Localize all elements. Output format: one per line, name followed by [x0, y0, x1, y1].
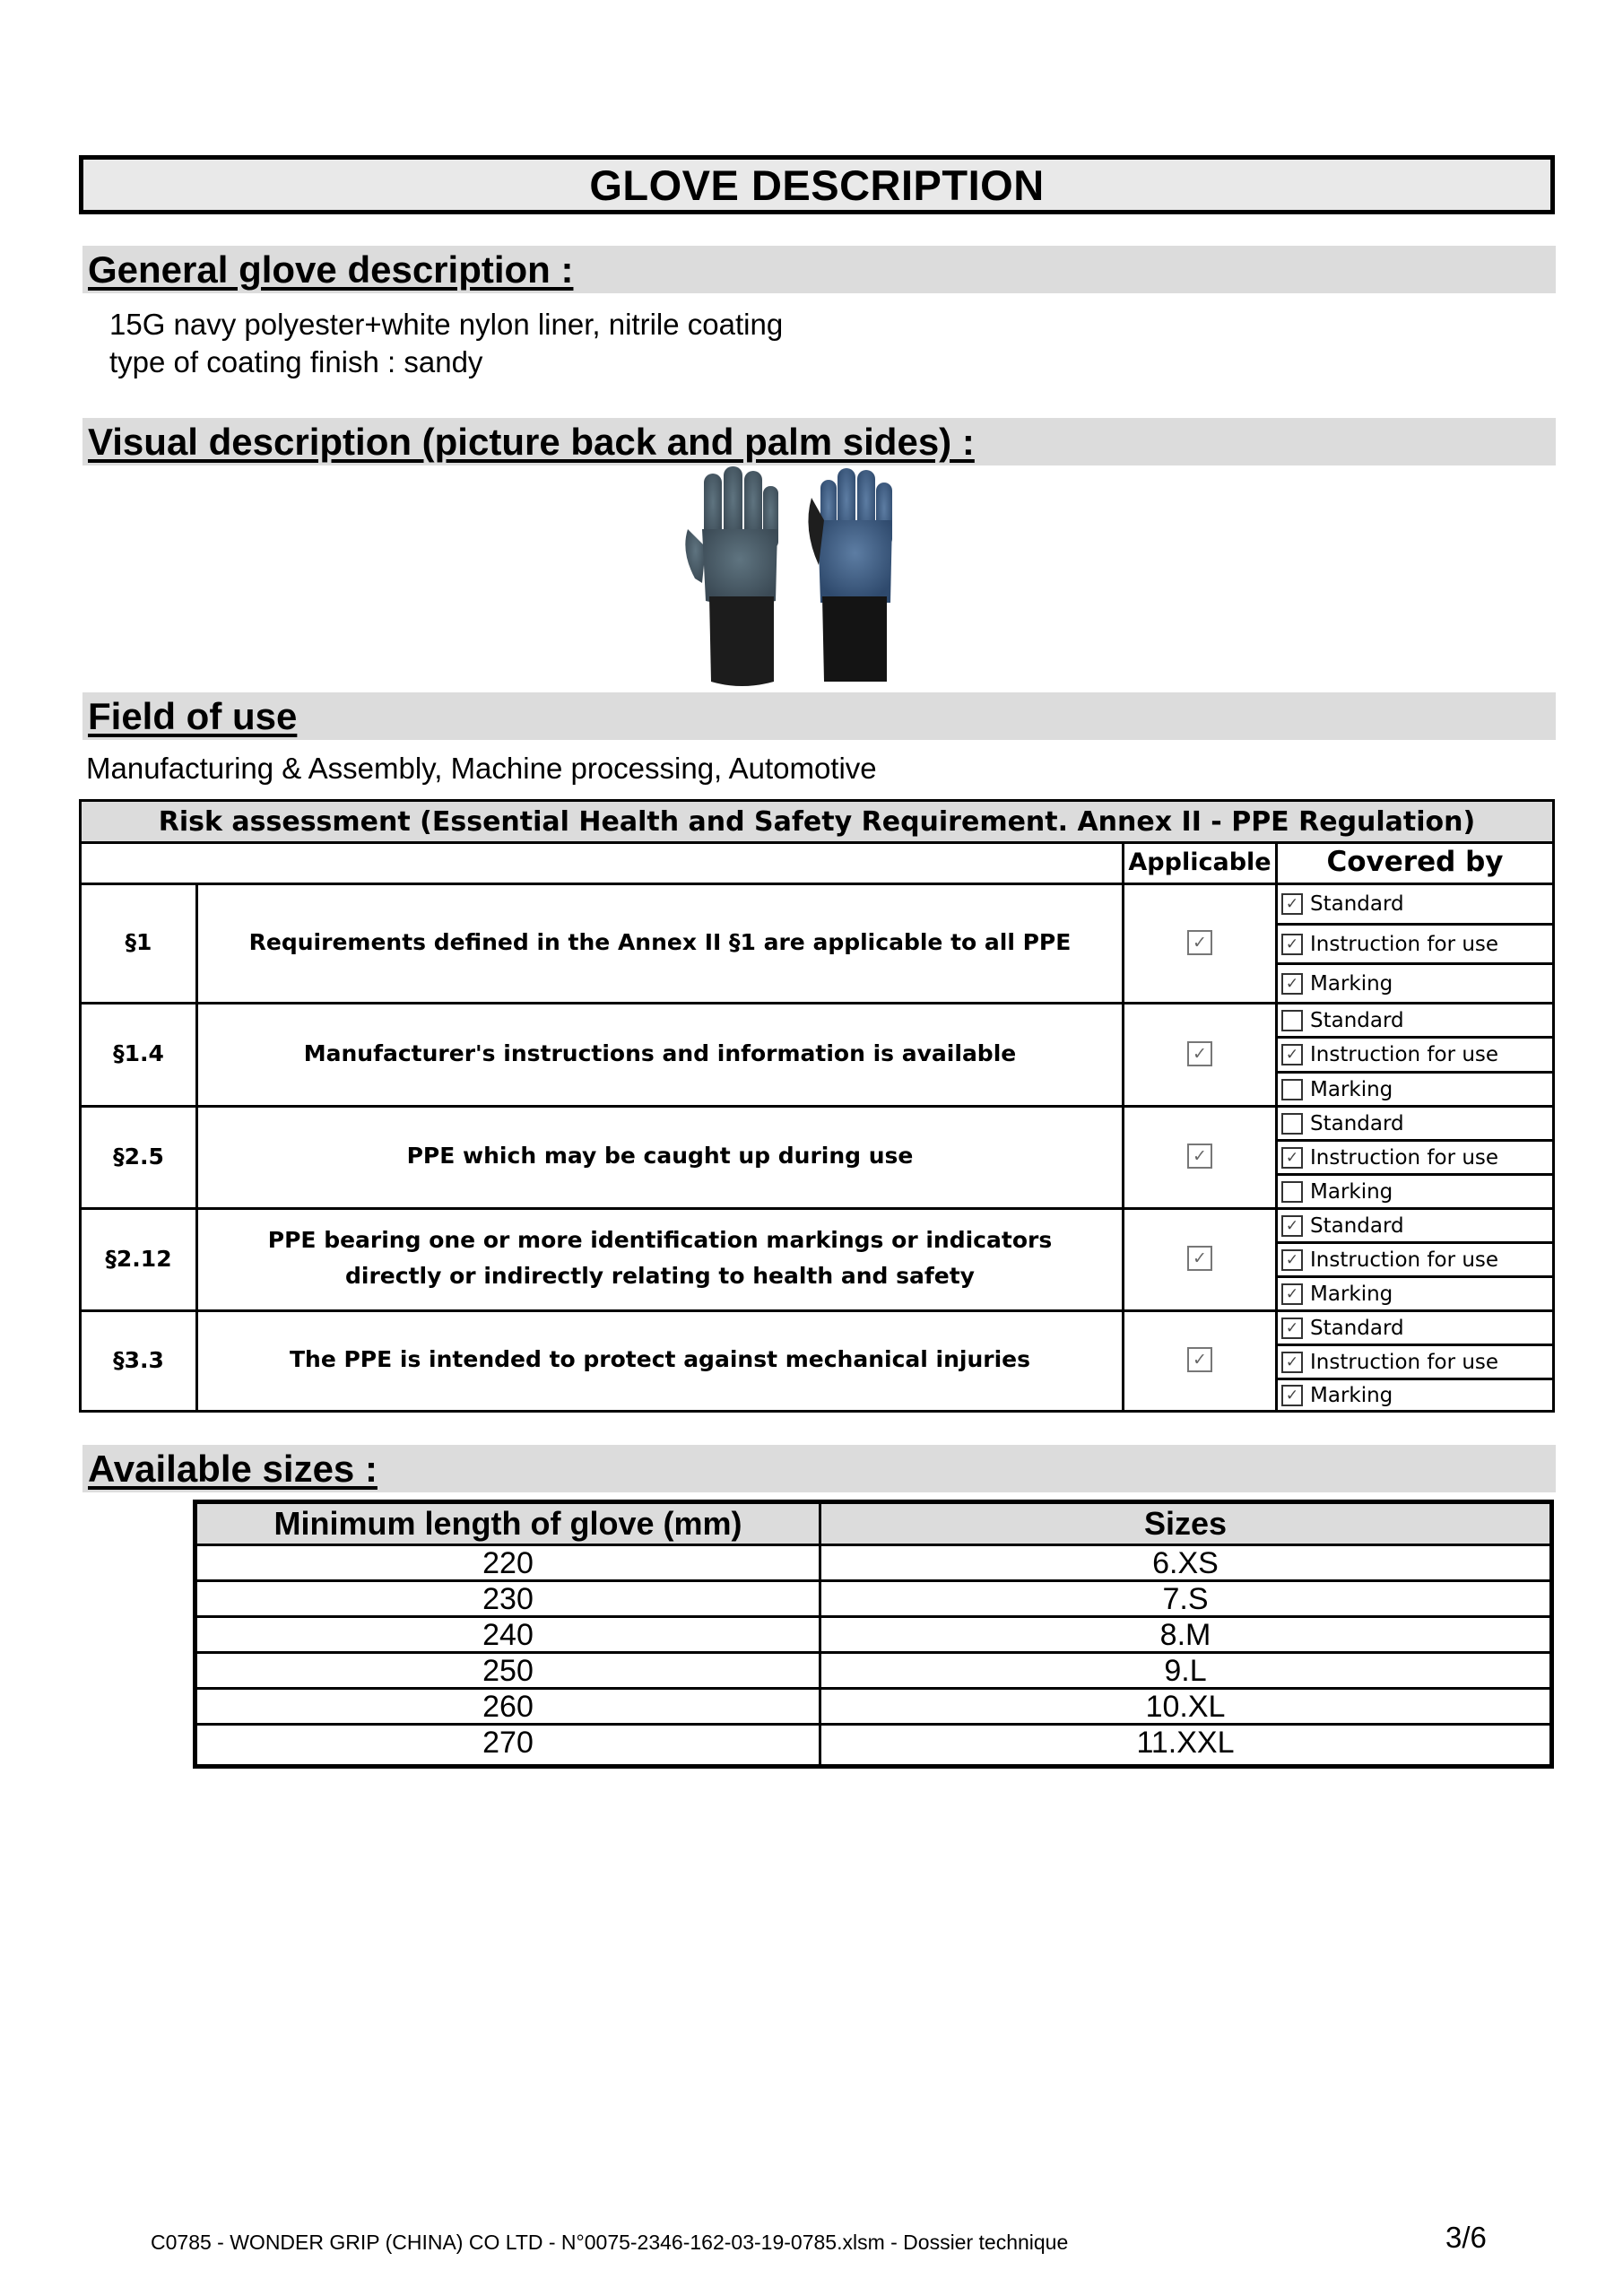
general-description-heading: General glove description : — [88, 248, 574, 291]
risk-row-3-cover-instruction — [1278, 1142, 1498, 1173]
cover-label: Standard — [1310, 1111, 1404, 1135]
cover-label: Standard — [1310, 1008, 1404, 1032]
cover-label: Instruction for use — [1310, 1350, 1499, 1374]
risk-row-5-cover-standard — [1278, 1312, 1404, 1344]
length-cell: 250 — [482, 1653, 534, 1688]
general-description-line-2: type of coating finish : sandy — [109, 345, 483, 378]
glove-back-side — [808, 468, 892, 682]
length-cell: 240 — [482, 1617, 534, 1652]
cover-label: Marking — [1310, 1282, 1393, 1306]
cover-label: Marking — [1310, 971, 1393, 996]
field-of-use-header — [82, 692, 1556, 740]
risk-row-4-text: PPE bearing one or more identification markings or indicators directly or indirectly relating to health and safety — [267, 1227, 1053, 1289]
risk-row-1-cover-marking — [1278, 965, 1393, 1002]
risk-table-title: Risk assessment (Essential Health and Safety Requirement. Annex II - PPE Regulation) — [158, 805, 1476, 838]
checkbox-unchecked[interactable] — [1281, 1079, 1303, 1100]
size-cell: 8.M — [1159, 1617, 1211, 1652]
risk-row-5-cover-instruction — [1278, 1346, 1498, 1378]
checkbox-checked[interactable]: ✓ — [1281, 1044, 1303, 1065]
size-cell: 7.S — [1162, 1581, 1209, 1616]
risk-row-3-text: PPE which may be caught up during use — [406, 1143, 914, 1169]
visual-description-heading: Visual description (picture back and palm sides) : — [88, 421, 975, 463]
cover-label: Marking — [1310, 1383, 1393, 1407]
risk-row-2-cover-standard — [1278, 1004, 1404, 1036]
risk-row-4-id: §2.12 — [105, 1245, 172, 1272]
length-cell: 260 — [482, 1689, 534, 1724]
cover-label: Instruction for use — [1310, 1145, 1499, 1170]
checkbox-checked[interactable]: ✓ — [1281, 934, 1303, 955]
page-title: GLOVE DESCRIPTION — [79, 155, 1555, 214]
risk-row-5-applicable — [1124, 1309, 1275, 1410]
applicable-checkbox[interactable]: ✓ — [1187, 1144, 1212, 1169]
covered-by-column-header: Covered by — [1326, 846, 1504, 878]
checkbox-checked[interactable]: ✓ — [1281, 1283, 1303, 1305]
checkbox-checked[interactable]: ✓ — [1281, 1352, 1303, 1373]
size-cell: 6.XS — [1152, 1545, 1219, 1580]
applicable-checkbox[interactable]: ✓ — [1187, 930, 1212, 955]
length-cell: 270 — [482, 1725, 534, 1760]
length-cell: 230 — [482, 1581, 534, 1616]
cover-label: Instruction for use — [1310, 1043, 1499, 1066]
checkbox-checked[interactable]: ✓ — [1281, 893, 1303, 915]
risk-row-1-id: §1 — [125, 929, 152, 955]
risk-row-3-id: §2.5 — [113, 1143, 164, 1170]
checkbox-checked[interactable]: ✓ — [1281, 1249, 1303, 1271]
risk-row-3-applicable — [1124, 1105, 1275, 1207]
risk-row-4-cover-standard — [1278, 1210, 1404, 1241]
available-sizes-header — [82, 1445, 1556, 1492]
risk-row-2-cover-instruction — [1278, 1039, 1498, 1071]
risk-assessment-table — [79, 799, 1555, 1413]
cover-label: Standard — [1310, 1213, 1404, 1238]
checkbox-checked[interactable]: ✓ — [1281, 1318, 1303, 1339]
risk-row-2-text: Manufacturer's instructions and information is available — [303, 1039, 1017, 1066]
field-of-use-heading: Field of use — [88, 695, 298, 737]
length-cell: 220 — [482, 1545, 534, 1580]
available-sizes-heading: Available sizes : — [88, 1448, 378, 1490]
checkbox-unchecked[interactable] — [1281, 1181, 1303, 1203]
checkbox-checked[interactable]: ✓ — [1281, 1215, 1303, 1237]
risk-row-2-cover-marking — [1278, 1074, 1393, 1105]
general-description-line-1: 15G navy polyester+white nylon liner, nitrile coating — [109, 308, 784, 341]
applicable-checkbox[interactable]: ✓ — [1187, 1246, 1212, 1271]
glove-picture — [677, 466, 919, 691]
visual-description-header — [82, 418, 1556, 465]
cover-label: Standard — [1310, 1316, 1404, 1340]
risk-row-4-cover-instruction — [1278, 1244, 1498, 1275]
checkbox-unchecked[interactable] — [1281, 1113, 1303, 1135]
risk-row-2-id: §1.4 — [113, 1040, 164, 1066]
risk-row-5-id: §3.3 — [113, 1346, 164, 1373]
risk-row-3-cover-standard — [1278, 1108, 1404, 1139]
size-cell: 9.L — [1164, 1653, 1207, 1688]
applicable-column-header: Applicable — [1128, 848, 1271, 876]
page-number: 3/6 — [1445, 2221, 1487, 2254]
cover-label: Instruction for use — [1310, 1248, 1499, 1272]
risk-row-1-applicable — [1124, 883, 1275, 1002]
risk-row-1-cover-instruction — [1278, 926, 1498, 962]
checkbox-checked[interactable]: ✓ — [1281, 973, 1303, 995]
cover-label: Marking — [1310, 1077, 1393, 1101]
checkbox-unchecked[interactable] — [1281, 1010, 1303, 1031]
checkbox-checked[interactable]: ✓ — [1281, 1147, 1303, 1169]
size-cell: 11.XXL — [1136, 1725, 1235, 1760]
risk-row-1-cover-standard — [1278, 885, 1404, 923]
sizes-column-header: Sizes — [821, 1504, 1549, 1544]
risk-row-5-text: The PPE is intended to protect against mechanical injuries — [289, 1346, 1031, 1372]
glove-palm-side — [685, 466, 778, 686]
risk-row-1-text: Requirements defined in the Annex II §1 are applicable to all PPE — [248, 928, 1072, 955]
risk-row-4-applicable — [1124, 1207, 1275, 1309]
footer-text: C0785 - WONDER GRIP (CHINA) CO LTD - N°0075-2346-162-03-19-0785.xlsm - Dossier technique — [151, 2231, 1069, 2254]
cover-label: Marking — [1310, 1179, 1393, 1204]
length-column-header: Minimum length of glove (mm) — [197, 1504, 819, 1544]
risk-row-2-applicable — [1124, 1002, 1275, 1105]
applicable-checkbox[interactable]: ✓ — [1187, 1347, 1212, 1372]
cover-label: Instruction for use — [1310, 932, 1499, 956]
risk-row-4-cover-marking — [1278, 1278, 1393, 1309]
sizes-table — [193, 1500, 1554, 1769]
risk-row-5-cover-marking — [1278, 1380, 1393, 1410]
checkbox-checked[interactable]: ✓ — [1281, 1385, 1303, 1406]
applicable-checkbox[interactable]: ✓ — [1187, 1041, 1212, 1066]
general-description-header — [82, 246, 1556, 293]
size-cell: 10.XL — [1145, 1689, 1226, 1724]
cover-label: Standard — [1310, 892, 1404, 916]
field-of-use-text: Manufacturing & Assembly, Machine processing, Automotive — [86, 752, 877, 785]
risk-row-3-cover-marking — [1278, 1176, 1393, 1207]
